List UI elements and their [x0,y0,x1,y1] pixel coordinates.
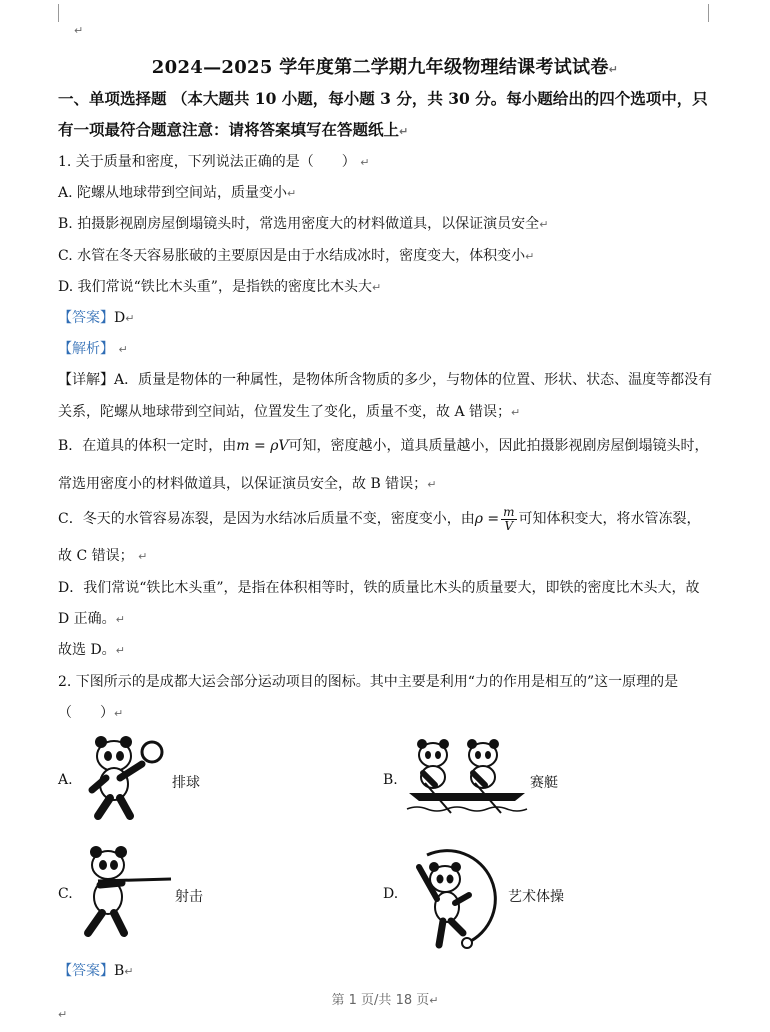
mass-formula: m = ρV [236,438,289,454]
q1-detail-a1: 【详解】A．质量是物体的一种属性，是物体所含物质的多少，与物体的位置、形状、状态、温度等都没有 [58,372,713,388]
q1-detail-c2: 故 C 错误； ↵ [58,548,148,564]
left-margin-mark [58,4,59,22]
q2-answer: 【答案】B↵ [58,963,134,979]
q2-option-b-label: 赛艇 [530,775,558,791]
q1-detail-b1: B．在道具的体积一定时，由m = ρV可知，密度越小，道具质量越小，因此拍摄影视剧房屋倒塌镜头时， [58,438,709,454]
section-heading-line1: 一、单项选择题 （本大题共 10 小题，每小题 3 分，共 30 分。每小题给出的四个选项中，只 [58,89,708,108]
density-fraction: $\frac{m}{V}$ [503,504,515,533]
q2-option-d-label: 艺术体操 [508,889,564,905]
page-footer: 第 1 页/共 18 页↵ [331,993,439,1008]
volleyball-panda-icon [80,732,170,822]
q1-detail-c1: C．冬天的水管容易冻裂，是因为水结冰后质量不变，密度变小，由ρ = $\frac{m}{V}$ 可知体积变大，将水管冻裂， [58,504,701,533]
shooting-panda-icon [78,845,173,940]
q1-detail-b2: 常选用密度小的材料做道具，以保证演员安全，故 B 错误；↵ [58,476,437,492]
q2-option-b-letter: B. [383,772,398,788]
q1-analysis-tag: 【解析】 ↵ [58,341,128,357]
q1-detail-d1: D．我们常说“铁比木头重”，是指在体积相等时，铁的质量比木头的质量要大，即铁的密度比木头大，故 [58,580,700,596]
q1-option-b: B. 拍摄影视剧房屋倒塌镜头时，常选用密度大的材料做道具，以保证演员安全↵ [58,216,549,232]
q2-option-a-label: 排球 [172,775,200,791]
exam-title: 2024—2025 学年度第二学期九年级物理结课考试试卷↵ [151,57,619,78]
q1-conclusion: 故选 D。↵ [58,642,125,658]
right-margin-mark [708,4,709,22]
rowing-pandas-icon [405,737,530,817]
q1-option-a: A. 陀螺从地球带到空间站，质量变小↵ [58,185,297,201]
rhythmic-gymnastics-panda-icon [405,845,505,950]
q1-detail-d2: D 正确。↵ [58,611,125,627]
section-heading-line2: 有一项最符合题意注意：请将答案填写在答题纸上↵ [58,120,409,139]
q1-option-c: C. 水管在冬天容易胀破的主要原因是由于水结成冰时，密度变大，体积变小↵ [58,248,535,264]
q1-detail-a2: 关系，陀螺从地球带到空间站，位置发生了变化，质量不变，故 A 错误；↵ [58,404,521,420]
q1-option-d: D. 我们常说“铁比木头重”，是指铁的密度比木头大↵ [58,279,382,295]
q1-answer: 【答案】D↵ [58,310,135,326]
q1-stem: 1. 关于质量和密度，下列说法正确的是（ ） ↵ [58,154,370,170]
paragraph-mark: ↵ [58,1008,68,1021]
paragraph-mark: ↵ [74,24,84,37]
q2-option-c-letter: C. [58,886,73,902]
q2-option-c-label: 射击 [175,889,203,905]
q2-stem-line1: 2. 下图所示的是成都大运会部分运动项目的图标。其中主要是利用“力的作用是相互的”这一原理的是 [58,674,679,690]
q2-option-d-letter: D. [383,886,399,902]
q2-option-a-letter: A. [58,772,73,788]
q2-stem-line2: （ ）↵ [58,705,124,721]
